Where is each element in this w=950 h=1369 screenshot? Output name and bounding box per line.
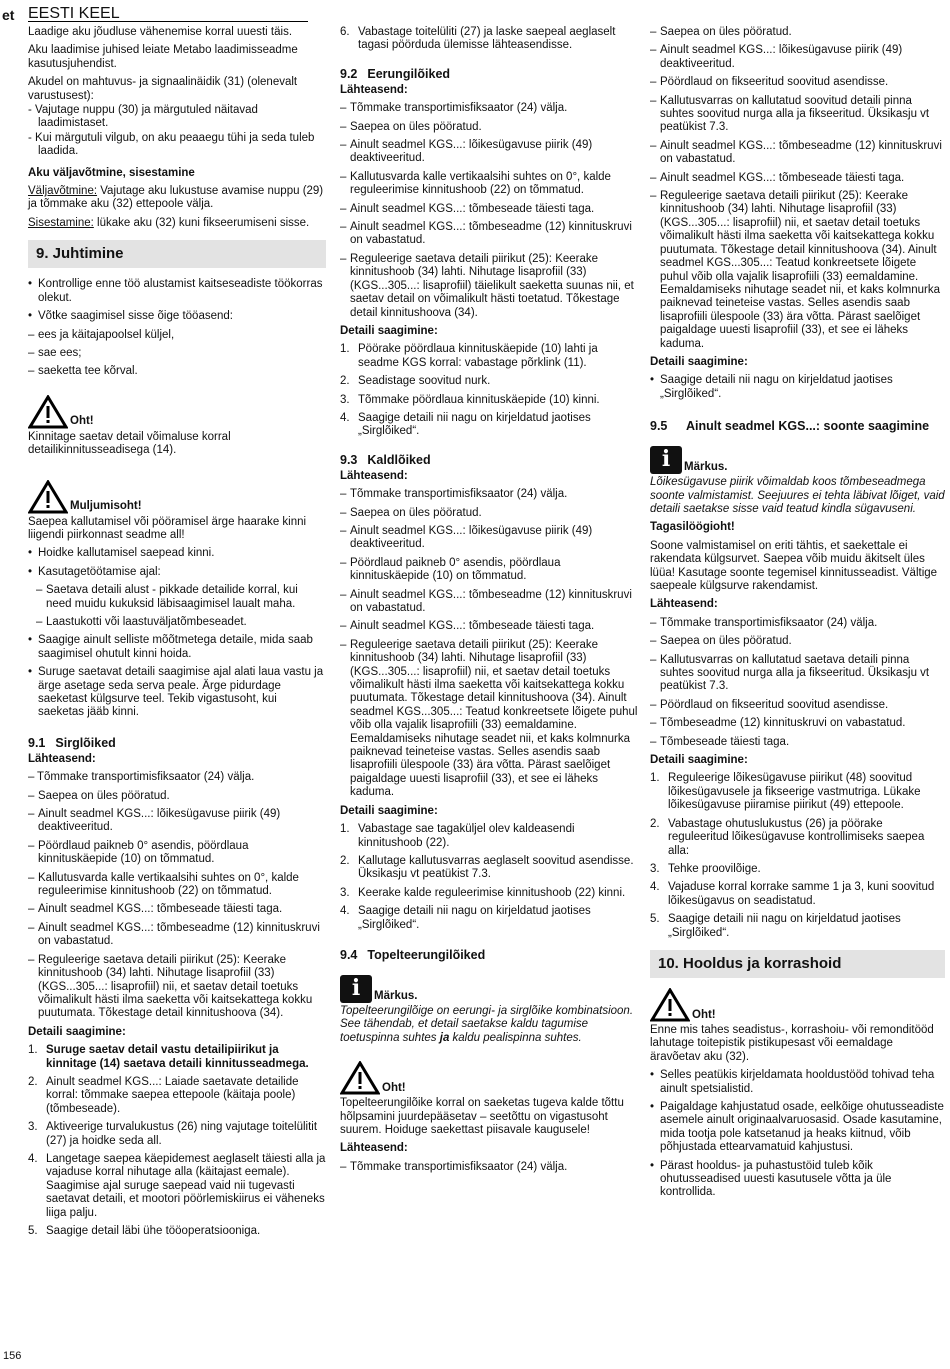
numbered-item: 1. Reguleerige lõikesügavuse piirikut (48) soovitud lõikesügavusele ja fikseerige vastmutriga. Lükake lõikesügavuse piiramise piirikut (49) ettepoole. bbox=[650, 772, 921, 812]
note-block bbox=[340, 975, 638, 1003]
page-number: 156 bbox=[3, 1350, 22, 1362]
bullet-item: • Saagige ainult selliste mõõtmetega detaile, mida saab saagimisel ohutult kinni hoida. bbox=[28, 634, 326, 661]
text: lükake aku (32) kuni fikseerumiseni sisse. bbox=[93, 216, 310, 229]
dash-item: – Saepea on üles pööratud. bbox=[340, 507, 638, 520]
dash-item: – Saepea on üles pööratud. bbox=[28, 790, 326, 803]
dash-item: – Reguleerige saetava detaili piirikut (25): Keerake kinnitushoob (34) lahti. Nihutage lisaprofiil (33) (KGS...305...: lisaprofiil) täielikult saeketta suunas nii, et saetav detail on võimalikult hästi toetatud. Tõkestage detail kinnitushoova (34). bbox=[340, 253, 638, 320]
subheading: Detaili saagimine: bbox=[340, 324, 438, 337]
numbered-item: 1. Suruge saetav detail vastu detailipiirikut ja kinnitage (14) saetava detaili kinnitusseadmega. bbox=[28, 1044, 309, 1070]
numbered-item: 2. Seadistage soovitud nurk. bbox=[340, 375, 491, 388]
dash-item: – Saepea on üles pööratud. bbox=[650, 635, 945, 648]
column-1 bbox=[28, 26, 326, 1243]
dash-item: – Tõmmake transportimisfiksaator (24) välja. bbox=[650, 617, 945, 630]
dash-item: – ees ja käitajapoolsel küljel, bbox=[28, 329, 326, 342]
dash-item: – Ainult seadmel KGS...: lõikesügavuse piirik (49) deaktiveeritud. bbox=[650, 44, 945, 71]
dash-item: – Ainult seadmel KGS...: lõikesügavuse piirik (49) deaktiveeritud. bbox=[28, 808, 326, 835]
section-heading: 9.1 Sirglõiked bbox=[28, 735, 116, 750]
info-icon: i bbox=[650, 446, 682, 474]
language-code: et bbox=[2, 6, 15, 23]
warning-block bbox=[28, 395, 326, 429]
warning-icon bbox=[340, 1061, 380, 1095]
numbered-item: 3. Tehke proovilõige. bbox=[650, 862, 761, 875]
dash-item: – Saepea on üles pööratud. bbox=[650, 26, 945, 39]
subheading: Aku väljavõtmine, sisestamine bbox=[28, 166, 195, 179]
dash-item: – Ainult seadmel KGS...: tõmbeseade täiesti taga. bbox=[28, 903, 326, 916]
subheading: Lähteasend: bbox=[340, 1142, 408, 1155]
paragraph bbox=[28, 185, 326, 212]
numbered-item: 4. Vajaduse korral korrake samme 1 ja 3, kuni soovitud lõikesügavus on seadistatud. bbox=[650, 881, 935, 907]
section-heading: 9.4 Topelteerungilõiked bbox=[340, 947, 486, 962]
page-header bbox=[2, 2, 308, 22]
numbered-item: 1. Pöörake pöördlaua kinnituskäepide (10) lahti ja seadme KGS korral: vabastage põrklink (11). bbox=[340, 343, 598, 369]
bullet-item: • Pärast hooldus- ja puhastustöid tuleb kõik ohutusseadised uuesti kasutusele võtta ja üle kontrollida. bbox=[650, 1160, 945, 1200]
dash-item: – Kallutusvarda kalle vertikaalsihi suhtes on 0°, kalde reguleerimise kinnitushoob (22) on tõmmatud. bbox=[340, 171, 638, 198]
subheading: Lähteasend: bbox=[650, 598, 718, 611]
paragraph: Enne mis tahes seadistus-, korrashoiu- või remonditööd lahutage toitepistik pistikupesast või eemaldage äravõetav aku (32). bbox=[650, 1023, 934, 1063]
dash-item: – Tõmmake transportimisfiksaator (24) välja. bbox=[340, 1161, 638, 1174]
subheading: Detaili saagimine: bbox=[650, 754, 748, 767]
warning-icon bbox=[28, 395, 68, 429]
bullet-item: • Kasutagetöötamise ajal: bbox=[28, 566, 326, 579]
text: Vajutage aku lukustuse avamise nuppu (29) ja tõmmake aku (32) ettepoole välja. bbox=[28, 185, 324, 211]
subheading: Lähteasend: bbox=[340, 83, 408, 96]
dash-item: – Ainult seadmel KGS...: tõmbeseade täiesti taga. bbox=[340, 620, 638, 633]
subheading: Lähteasend: bbox=[340, 469, 408, 482]
paragraph: Laadige aku jõudluse vähenemise korral uuesti täis. bbox=[28, 26, 293, 38]
bullet-item: • Selles peatükis kirjeldamata hooldustööd tohivad teha ainult spetsialistid. bbox=[650, 1069, 945, 1096]
numbered-item: 4. Langetage saepea käepidemest aeglaselt täiesti alla ja vajaduse korral nihutage alla (käitajast eemale). Saagimise ajal suruge saepead vaid nii tugevasti saetavat detaili, et mootori pöörlemiskiirus ei väheneks liiga palju. bbox=[28, 1152, 326, 1219]
numbered-item: 2. Vabastage ohutuslukustus (26) ja pöörake reguleeritud lõikesügavuse kontrollimiseks saepea alla: bbox=[650, 817, 925, 857]
dash-item: – Saepea on üles pööratud. bbox=[340, 121, 638, 134]
paragraph: Topelteerungilõige on eerungi- ja sirglõike kombinatsioon. See tähendab, et detail saetakse kaldu tagumise toetuspinna suhtes ja kaldu pealispinna suhtes. bbox=[340, 1004, 634, 1044]
subheading: Detaili saagimine: bbox=[650, 355, 748, 368]
paragraph: Saepea kallutamisel või pööramisel ärge haarake kinni liigendi piirkonnast seadme all! bbox=[28, 515, 307, 541]
warning-block bbox=[650, 988, 945, 1022]
dash-item: – Tõmbeseade täiesti taga. bbox=[650, 736, 945, 749]
paragraph: Kinnitage saetav detail võimaluse korral detailikinnitusseadisega (14). bbox=[28, 430, 231, 457]
bullet-item: • Suruge saetavat detaili saagimise ajal alati laua vastu ja ärge asetage seda serva peale. Ärge pidurdage saeketast külgsurve teel. Tekib vigastusoht, kui saeketas jääb kinni. bbox=[28, 666, 326, 720]
dash-item: – Laastukotti või laastuväljatõmbeseadet. bbox=[36, 616, 326, 629]
numbered-item: 6. Vabastage toitelüliti (27) ja laske saepeal aeglaselt tagasi pöörduda ülemisse lähteasendisse. bbox=[340, 26, 616, 52]
numbered-item: 3. Keerake kalde reguleerimise kinnitushoob (22) kinni. bbox=[340, 886, 626, 899]
dash-item: – Pöördlaud paikneb 0° asendis, pöördlaua kinnituskäepide (10) on tõmmatud. bbox=[340, 557, 638, 584]
note-block bbox=[650, 446, 945, 474]
numbered-item: 2. Kallutage kallutusvarras aeglaselt soovitud asendisse. Üksikasju vt peatükist 7.3. bbox=[340, 854, 634, 881]
paragraph: Topelteerungilõike korral on saeketas tugeva kalde tõttu hõlpsamini juurdepääsetav – seetõttu on vigastusoht suurem. Hoiduge saekettast piisavale kaugusele! bbox=[340, 1097, 624, 1136]
bullet-item: • Paigaldage kahjustatud osade, eelkõige ohutusseadiste asemele ainult originaalvaruosasid. Osade kasutamine, mida tootja pole katsetanud ja heaks kiitnud, võib põhjustada ettearvamatuid kahjustusi. bbox=[650, 1101, 945, 1155]
dash-item: – Pöördlaud on fikseeritud soovitud asendisse. bbox=[650, 76, 945, 89]
language-name: EESTI KEEL bbox=[28, 7, 308, 22]
numbered-item: 5. Saagige detaili nii nagu on kirjeldatud jaotises „Sirglõiked“. bbox=[650, 913, 901, 939]
dash-item: – Tõmmake transportimisfiksaator (24) välja. bbox=[340, 102, 638, 115]
subheading: Lähteasend: bbox=[28, 752, 96, 765]
bullet-item: • Kontrollige enne töö alustamist kaitseseadiste töökorras olekut. bbox=[28, 278, 326, 305]
section-heading: 9.5 Ainult seadmel KGS...: soonte saagimine bbox=[650, 419, 930, 434]
dash-item: – Ainult seadmel KGS...: lõikesügavuse piirik (49) deaktiveeritud. bbox=[340, 525, 638, 552]
label: Väljavõtmine: bbox=[28, 185, 98, 198]
info-icon: i bbox=[340, 975, 372, 1003]
dash-item: – Tõmmake transportimisfiksaator (24) välja. bbox=[28, 771, 326, 784]
dash-item: – Ainult seadmel KGS...: tõmbeseadme (12) kinnituskruvi on vabastatud. bbox=[28, 922, 326, 949]
warning-block bbox=[28, 480, 326, 514]
dash-item: – Ainult seadmel KGS...: tõmbeseadme (12) kinnituskruvi on vabastatud. bbox=[340, 221, 638, 248]
paragraph: - Kui märgutuli vilgub, on aku peaaegu tühi ja seda tuleb laadida. bbox=[28, 131, 315, 158]
dash-item: – Ainult seadmel KGS...: tõmbeseadme (12) kinnituskruvi on vabastatud. bbox=[340, 589, 638, 616]
section-heading: 9.2 Eerungilõiked bbox=[340, 66, 451, 81]
dash-item: – Ainult seadmel KGS...: lõikesügavuse piirik (49) deaktiveeritud. bbox=[340, 139, 638, 166]
label: Sisestamine: bbox=[28, 216, 94, 229]
section-heading: 9.3 Kaldlõiked bbox=[340, 452, 431, 467]
numbered-item: 3. Tõmmake pöördlaua kinnituskäepide (10) kinni. bbox=[340, 393, 600, 406]
dash-item: – Reguleerige saetava detaili piirikut (25): Keerake kinnitushoob (34) lahti. Nihutage lisaprofiil (33) (KGS...305...: lisaprofiil) nii, et saetav detail toetuks võimalikult hästi ilma saeketta või kaitsekattega kokku puutumata. Tõkestage detail kinnitushoova (34). bbox=[28, 954, 326, 1021]
dash-item: – Pöördlaud paikneb 0° asendis, pöördlaua kinnituskäepide (10) on tõmmatud. bbox=[28, 840, 326, 867]
paragraph: Lõikesügavuse piirik võimaldab koos tõmbeseadmega soonte valmistamist. Seejuures ei tehta läbivat lõiget, vaid detaili saetakse sisse vaid teatud kindla sügavuseni. bbox=[650, 476, 945, 515]
dash-item: – Ainult seadmel KGS...: tõmbeseadme (12) kinnituskruvi on vabastatud. bbox=[650, 140, 945, 167]
warning-label: Oht! bbox=[692, 1008, 716, 1021]
section-band: 9. Juhtimine bbox=[28, 240, 326, 268]
dash-item: – Tõmbeseadme (12) kinnituskruvi on vabastatud. bbox=[650, 717, 945, 730]
dash-item: – Pöördlaud on fikseeritud soovitud asendisse. bbox=[650, 699, 945, 712]
paragraph bbox=[28, 217, 326, 230]
paragraph: Soone valmistamisel on eriti tähtis, et saekettale ei rakendata külgsurvet. Saepea võib muidu äkitselt üles lüüa! Kasutage soonte tegemisel kinnitusseadist. Vältige saepeale külgsurve rakendamist. bbox=[650, 539, 938, 592]
warning-label: Oht! bbox=[70, 415, 94, 428]
dash-item: – Tõmmake transportimisfiksaator (24) välja. bbox=[340, 488, 638, 501]
note-label: Märkus. bbox=[374, 989, 418, 1002]
warning-label: Muljumisoht! bbox=[70, 500, 142, 513]
warning-icon bbox=[28, 480, 68, 514]
section-band: 10. Hooldus ja korrashoid bbox=[650, 950, 945, 978]
dash-item: – Reguleerige saetava detaili piirikut (25): Keerake kinnitushoob (34) lahti. Nihutage lisaprofiil (33) (KGS...305...: lisaprofiil) nii, et saetav detail toetuks võimalikult hästi ilma saeketta või kaitsekattega kokku puutumata. Tõkestage detail kinnitushoova (34). Ainult seadmel KGS...305...: Teatud konkreetsete lõigete puhul võib olla vajalik lisaprofiili (33) eemaldamine. Eemaldamiseks nihutage seadet nii, et kaks kolmnurka paiknevad teineteise vastas. Selles asendis saab lisaprofiili ülespoole (33) ära võtta. Pärast saelõiget paigaldage uuesti lisaprofiil (33), et see ei läheks kaduma. bbox=[650, 190, 945, 351]
numbered-item: 2. Ainult seadmel KGS...: Laiade saetavate detailide korral: tõmmake saepea ettepoole (käitaja poole) (tõmbeseade). bbox=[28, 1075, 299, 1115]
dash-item: – saeketta tee kõrval. bbox=[28, 365, 326, 378]
note-label: Märkus. bbox=[684, 460, 728, 473]
dash-item: – Kallutusvarras on kallutatud soovitud detaili pinna suhtes soovitud nurga alla ja fikseeritud. Üksikasju vt peatükist 7.3. bbox=[650, 95, 945, 135]
paragraph: - Vajutage nuppu (30) ja märgutuled näitavad laadimistaset. bbox=[28, 104, 258, 130]
bullet-item: • Võtke saagimisel sisse õige tööasend: bbox=[28, 310, 326, 323]
subheading: Detaili saagimine: bbox=[28, 1025, 126, 1038]
subheading: Detaili saagimine: bbox=[340, 804, 438, 817]
column-2 bbox=[340, 26, 638, 1179]
numbered-item: 3. Aktiveerige turvalukustus (26) ning vajutage toitelülitit (27) ja hoidke seda all. bbox=[28, 1121, 318, 1147]
dash-item: – Saetava detaili alust - pikkade detailide korral, kui need muidu kukuksid läbisaagimisel laualt maha. bbox=[36, 584, 326, 611]
warning-icon bbox=[650, 988, 690, 1022]
column-3 bbox=[650, 26, 945, 1205]
bullet-item: • Hoidke kallutamisel saepead kinni. bbox=[28, 547, 326, 560]
paragraph: Aku laadimise juhised leiate Metabo laadimisseadme kasutusjuhendist. bbox=[28, 44, 298, 70]
dash-item: – Kallutusvarras on kallutatud saetava detaili pinna suhtes soovitud nurga alla ja fikseeritud. Üksikasju vt peatükist 7.3. bbox=[650, 654, 945, 694]
numbered-item: 4. Saagige detaili nii nagu on kirjeldatud jaotises „Sirglõiked“. bbox=[340, 905, 591, 931]
dash-item: – Ainult seadmel KGS...: tõmbeseade täiesti taga. bbox=[650, 172, 945, 185]
paragraph: Akudel on mahtuvus- ja signaalinäidik (31) (olenevalt varustusest): bbox=[28, 76, 298, 102]
subheading: Tagasilöögioht! bbox=[650, 521, 735, 534]
warning-label: Oht! bbox=[382, 1081, 406, 1094]
dash-item: – Kallutusvarda kalle vertikaalsihi suhtes on 0°, kalde reguleerimise kinnitushoob (22) on tõmmatud. bbox=[28, 872, 326, 899]
warning-block bbox=[340, 1061, 638, 1095]
numbered-item: 1. Vabastage sae tagaküljel olev kaldeasendi kinnitushoob (22). bbox=[340, 823, 575, 849]
dash-item: – Reguleerige saetava detaili piirikut (25): Keerake kinnitushoob (34) lahti. Nihutage lisaprofiil (33) (KGS...305...: lisaprofiil) nii, et saetav detail toetuks võimalikult hästi ilma saeketta või kaitsekattega kokku puutumata. Tõkestage detail kinnitushoova (34). Ainult seadmel KGS...305...: Teatud konkreetsete lõigete puhul võib olla vajalik lisaprofiili (33) eemaldamine. Eemaldamiseks nihutage seadet nii, et kaks kolmnurka paiknevad teineteise vastas. Selles asendis saab lisaprofiili ülespoole (33) ära võtta. Pärast saelõiget paigaldage uuesti lisaprofiil (33), et see ei läheks kaduma. bbox=[340, 639, 638, 800]
dash-item: – Ainult seadmel KGS...: tõmbeseade täiesti taga. bbox=[340, 203, 638, 216]
numbered-item: 5. Saagige detail läbi ühe tööoperatsiooniga. bbox=[28, 1225, 261, 1237]
bullet-item: • Saagige detaili nii nagu on kirjeldatud jaotises „Sirglõiked“. bbox=[650, 374, 945, 401]
dash-item: – sae ees; bbox=[28, 347, 326, 360]
numbered-item: 4. Saagige detaili nii nagu on kirjeldatud jaotises „Sirglõiked“. bbox=[340, 411, 591, 438]
